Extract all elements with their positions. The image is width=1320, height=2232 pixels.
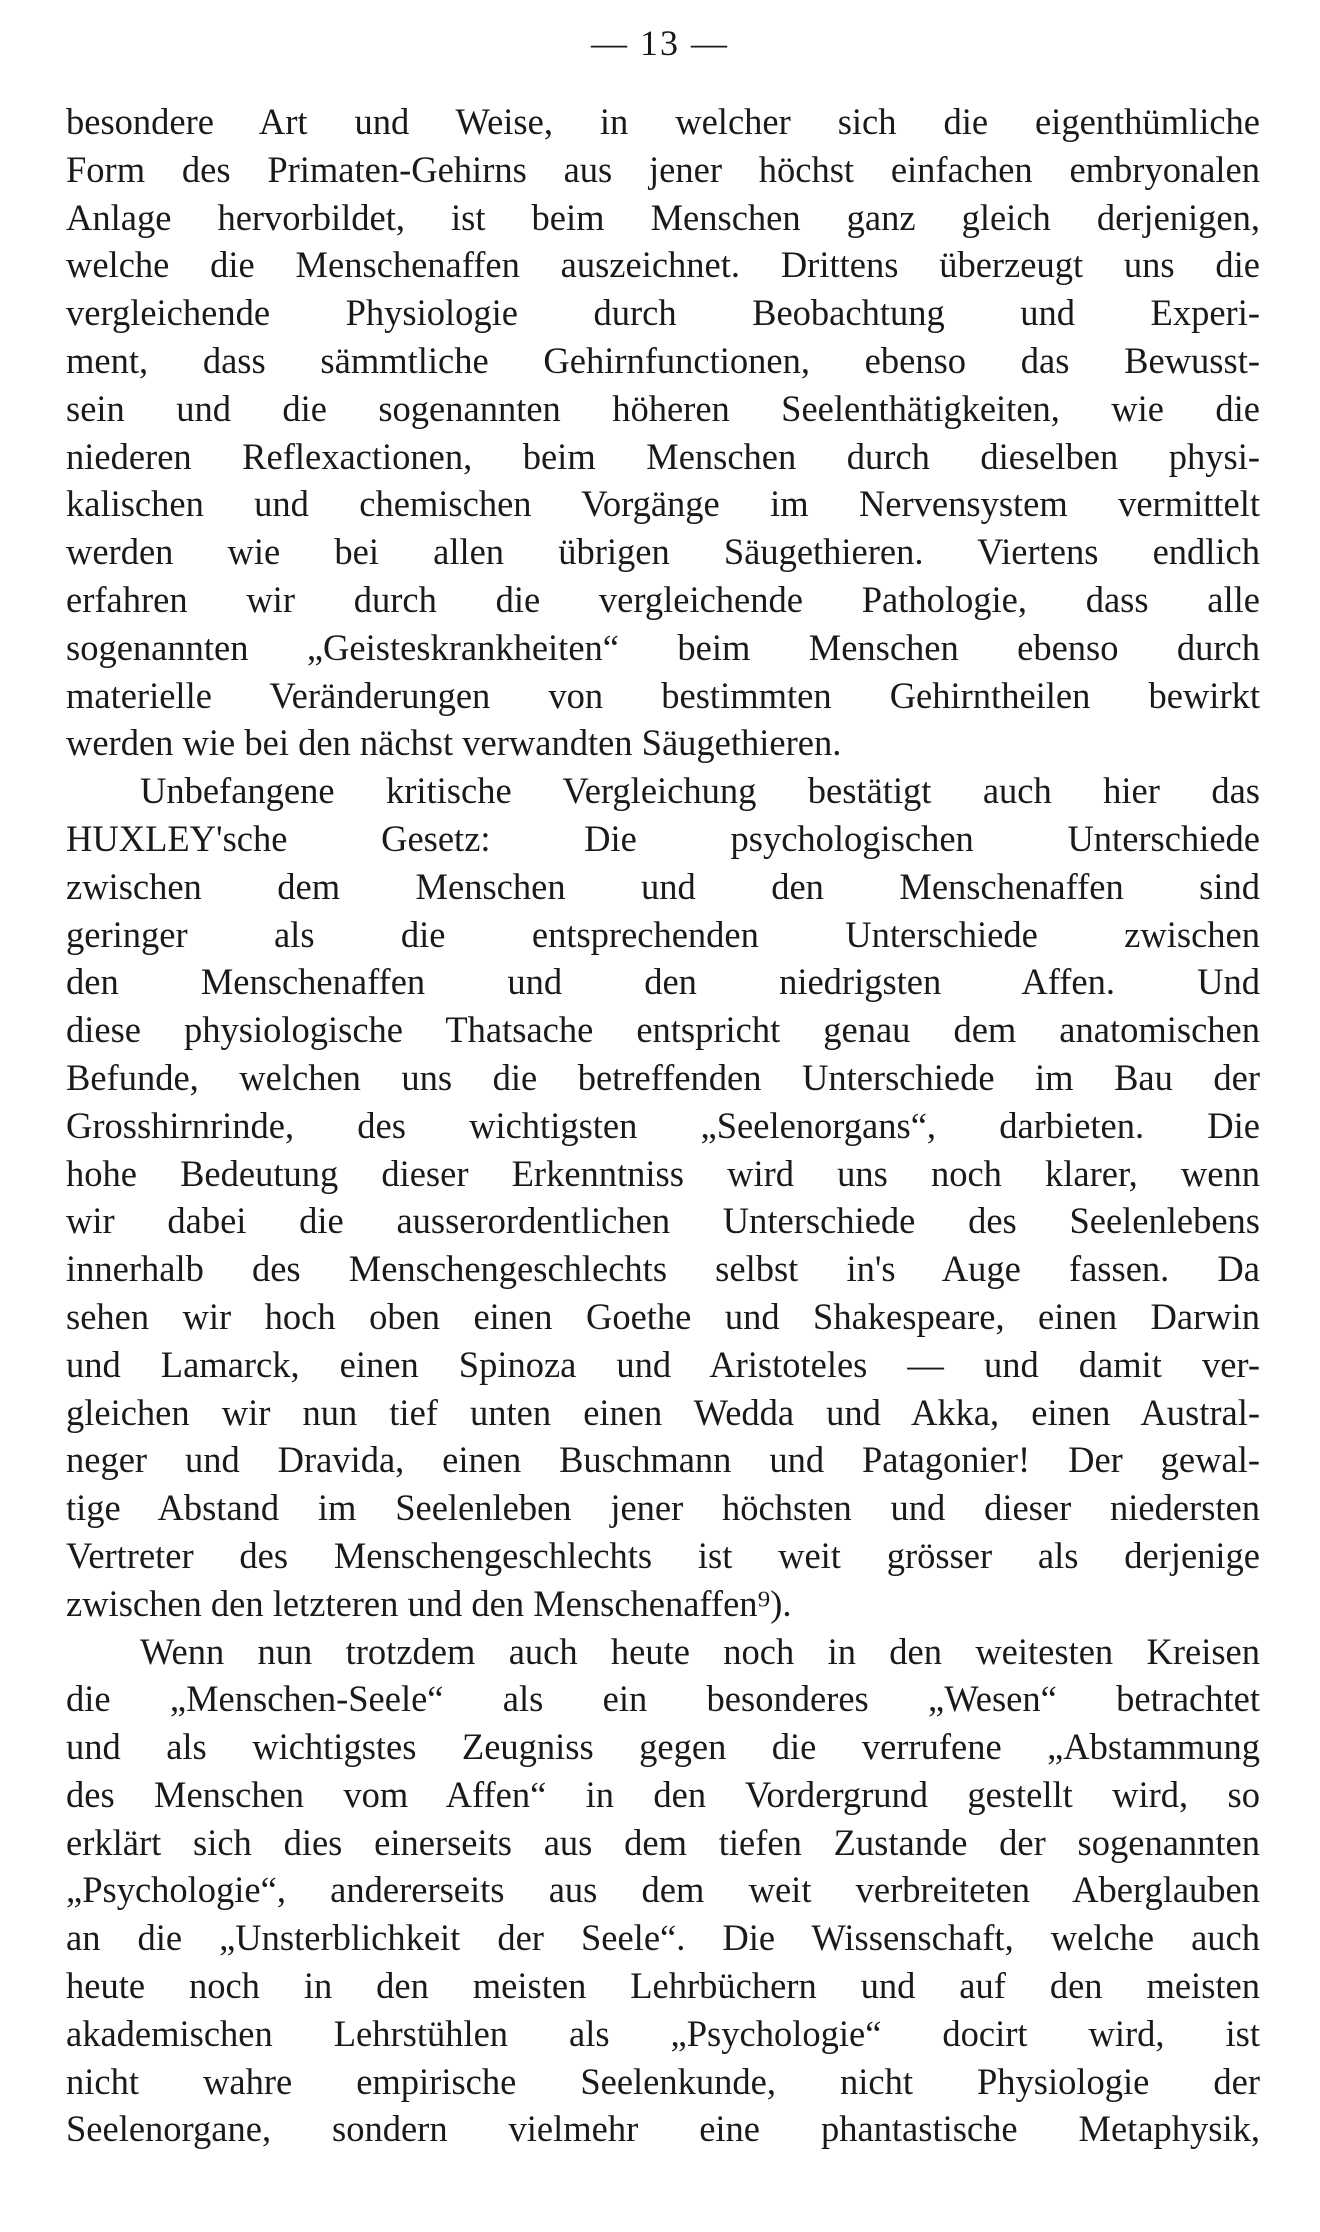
text-line: wir dabei die ausserordentlichen Unterschiede des Seelenlebens <box>66 1200 1260 1242</box>
text-line: den Menschenaffen und den niedrigsten Affen. Und <box>66 961 1260 1003</box>
text-line: HUXLEY'sche Gesetz: Die psychologischen Unterschiede <box>66 817 1260 859</box>
text-line: materielle Veränderungen von bestimmten Gehirntheilen bewirkt <box>66 674 1260 716</box>
text-line: Vertreter des Menschengeschlechts ist weit grösser als derjenige <box>66 1534 1260 1576</box>
text-line: des Menschen vom Affen“ in den Vordergrund gestellt wird, so <box>66 1773 1260 1815</box>
text-line: die „Menschen-Seele“ als ein besonderes „Wesen“ betrachtet <box>66 1678 1260 1720</box>
text-line: an die „Unsterblichkeit der Seele“. Die Wissenschaft, welche auch <box>66 1917 1260 1959</box>
text-line: hohe Bedeutung dieser Erkenntniss wird uns noch klarer, wenn <box>66 1152 1260 1194</box>
text-line: Unbefangene kritische Vergleichung bestätigt auch hier das <box>140 770 1260 812</box>
text-line: ment, dass sämmtliche Gehirnfunctionen, ebenso das Bewusst- <box>66 339 1260 381</box>
text-line: sehen wir hoch oben einen Goethe und Shakespeare, einen Darwin <box>66 1295 1260 1337</box>
text-line: sogenannten „Geisteskrankheiten“ beim Menschen ebenso durch <box>66 626 1260 668</box>
text-line: zwischen dem Menschen und den Menschenaffen sind <box>66 865 1260 907</box>
text-line: geringer als die entsprechenden Unterschiede zwischen <box>66 913 1260 955</box>
text-line: niederen Reflexactionen, beim Menschen durch dieselben physi- <box>66 435 1260 477</box>
text-line: welche die Menschenaffen auszeichnet. Drittens überzeugt uns die <box>66 244 1260 286</box>
text-line: Wenn nun trotzdem auch heute noch in den weitesten Kreisen <box>140 1630 1260 1672</box>
text-line: besondere Art und Weise, in welcher sich die eigenthümliche <box>66 101 1260 142</box>
text-line: Grosshirnrinde, des wichtigsten „Seelenorgans“, darbieten. Die <box>66 1104 1260 1146</box>
text-line: Form des Primaten-Gehirns aus jener höchst einfachen embryonalen <box>66 148 1260 190</box>
text-line: heute noch in den meisten Lehrbüchern und auf den meisten <box>66 1965 1260 2007</box>
text-line: kalischen und chemischen Vorgänge im Nervensystem vermittelt <box>66 483 1260 525</box>
text-line: und als wichtigstes Zeugniss gegen die verrufene „Abstammung <box>66 1726 1260 1768</box>
text-line: vergleichende Physiologie durch Beobachtung und Experi- <box>66 292 1260 334</box>
text-line: erklärt sich dies einerseits aus dem tiefen Zustande der sogenannten <box>66 1821 1260 1863</box>
text-line: werden wie bei allen übrigen Säugethieren. Viertens endlich <box>66 531 1260 573</box>
text-line: Seelenorgane, sondern vielmehr eine phantastische Metaphysik, <box>66 2108 1260 2150</box>
text-line: akademischen Lehrstühlen als „Psychologie“ docirt wird, ist <box>66 2012 1260 2054</box>
text-line: zwischen den letzteren und den Menschenaffen⁹). <box>66 1582 792 1624</box>
page-number: — 13 — <box>591 23 729 63</box>
text-line: sein und die sogenannten höheren Seelenthätigkeiten, wie die <box>66 387 1260 429</box>
text-line: neger und Dravida, einen Buschmann und Patagonier! Der gewal- <box>66 1439 1260 1481</box>
text-line: Anlage hervorbildet, ist beim Menschen ganz gleich derjenigen, <box>66 196 1260 238</box>
text-line: gleichen wir nun tief unten einen Wedda und Akka, einen Austral- <box>66 1391 1260 1433</box>
text-line: und Lamarck, einen Spinoza und Aristoteles — und damit ver- <box>66 1343 1260 1385</box>
text-line: erfahren wir durch die vergleichende Pathologie, dass alle <box>66 578 1260 620</box>
text-line: Befunde, welchen uns die betreffenden Unterschiede im Bau der <box>66 1056 1260 1098</box>
text-line: „Psychologie“, andererseits aus dem weit verbreiteten Aberglauben <box>66 1869 1260 1911</box>
text-line: nicht wahre empirische Seelenkunde, nicht Physiologie der <box>66 2060 1260 2102</box>
text-line: werden wie bei den nächst verwandten Säugethieren. <box>66 722 842 764</box>
text-line: diese physiologische Thatsache entspricht genau dem anatomischen <box>66 1009 1260 1051</box>
text-line: innerhalb des Menschengeschlechts selbst in's Auge fassen. Da <box>66 1248 1260 1290</box>
body-text <box>66 98 1260 2153</box>
text-line: tige Abstand im Seelenleben jener höchsten und dieser niedersten <box>66 1487 1260 1529</box>
